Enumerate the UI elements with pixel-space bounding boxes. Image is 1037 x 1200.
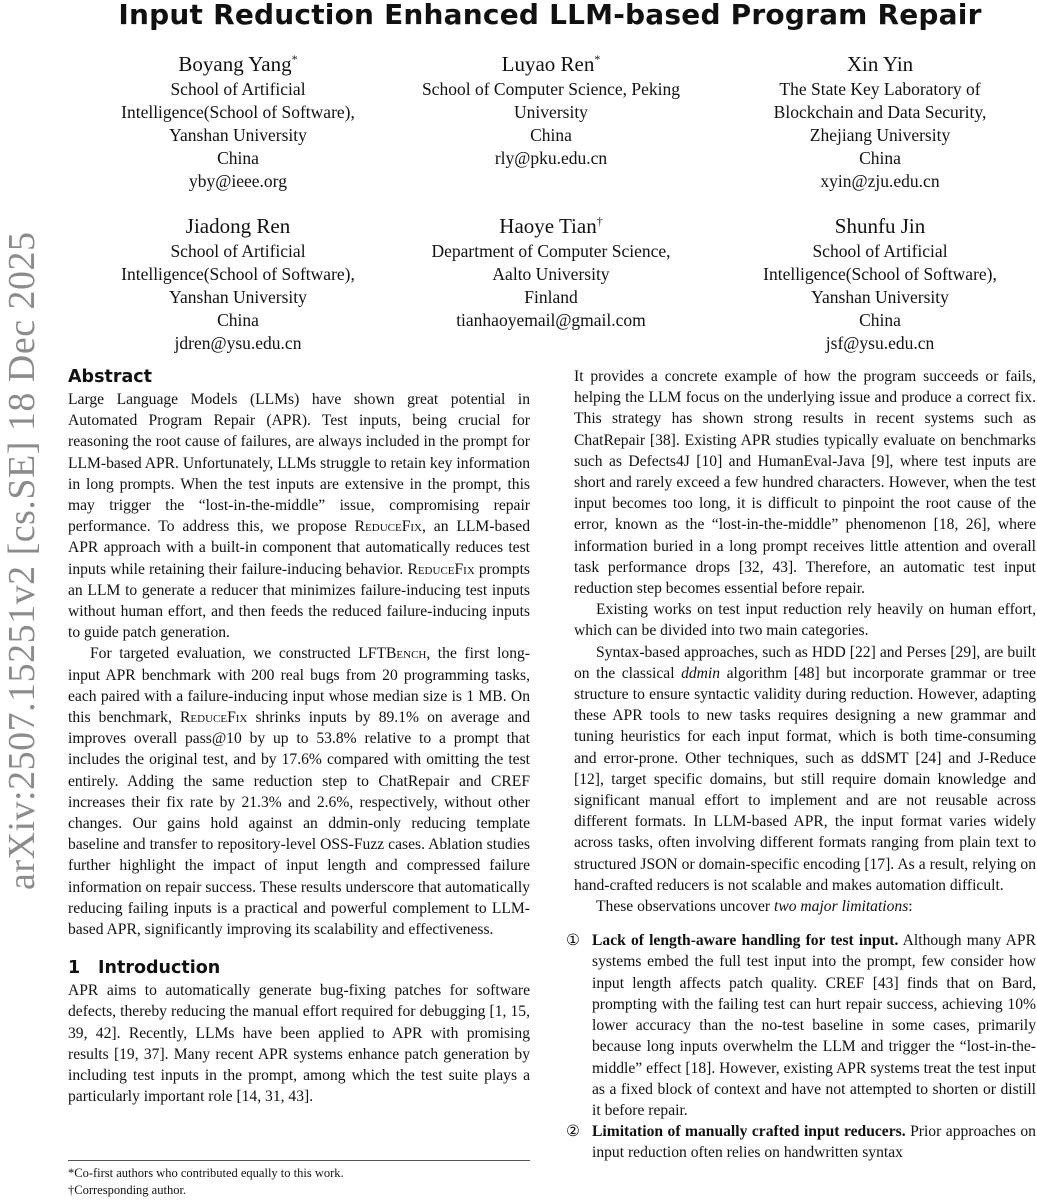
author-name: Xin Yin [846, 52, 914, 76]
right-column [566, 366, 1036, 1164]
tool-name: ReduceFix [354, 518, 422, 536]
author-4 [68, 207, 408, 355]
author-affiliation-line: jdren@ysu.edu.cn [174, 333, 302, 353]
author-affiliation-line: China [859, 310, 901, 330]
author-affiliation-line: The State Key Laboratory of [779, 79, 981, 99]
intro-heading: 1 Introduction [68, 958, 221, 979]
author-affiliation-line: School of Computer Science, Peking [421, 79, 681, 99]
author-affiliation-line: School of Artificial [812, 241, 948, 261]
arxiv-side-label: arXiv:2507.15251v2 [cs.SE] 18 Dec 2025 [1, 231, 43, 890]
author-affiliation-line: China [217, 310, 259, 330]
author-affiliation-line: School of Artificial [170, 241, 306, 261]
author-6 [710, 207, 1037, 355]
author-affiliation-line: Intelligence(School of Software), [121, 102, 355, 122]
author-affiliation-line: China [859, 148, 901, 168]
author-name: Boyang Yang* [178, 52, 298, 76]
author-affiliation-line: Zhejiang University [809, 125, 951, 145]
left-column [68, 365, 530, 1108]
limitation-item-2: ② Limitation of manually crafted input reducers. Prior approaches on input reduction often relies on handwritten syntax [566, 1123, 1036, 1162]
author-affiliation-line: China [530, 125, 572, 145]
author-affiliation-line: tianhaoyemail@gmail.com [456, 310, 646, 330]
intro-paragraph-1: APR aims to automatically generate bug-fixing patches for software defects, thereby reducing the manual effort required for debugging [1, 15, 39, 42]. Recently, LLMs have been applied to APR with promising results [19, 37]. Many recent APR systems enhance patch generation by including test inputs in the prompt, among which the test suite plays a particularly important role [14, 31, 43]. [68, 982, 530, 1106]
intro-paragraph-3: Syntax-based approaches, such as HDD [22] and Perses [29], are built on the classical ddmin algorithm [48] but incorporate grammar or tree structure to ensure syntactic validity during reduction. However, adapting these APR tools to new tasks requires designing a new grammar and tuning heuristics for each input format, which is both time-consuming and error-prone. Other techniques, such as ddSMT [24] and J-Reduce [12], target specific domains, but still require domain knowledge and significant manual effort to implement and are not reusable across different formats. In LLM-based APR, the input format varies widely across tasks, often involving different formats ranging from plain text to structured JSON or domain-specific encoding [17]. As a result, relying on hand-crafted reducers is not scalable and makes automation difficult. [574, 643, 1036, 894]
author-affiliation-line: School of Artificial [170, 79, 306, 99]
intro-paragraph-4: These observations uncover two major limitations: [596, 898, 913, 916]
author-affiliation-line: University [514, 102, 588, 122]
author-affiliation-line: China [217, 148, 259, 168]
author-1 [68, 45, 408, 193]
author-affiliation-line: Yanshan University [811, 287, 949, 307]
intro-paragraph-2: Existing works on test input reduction rely heavily on human effort, which can be divided into two main categories. [574, 601, 1036, 640]
author-affiliation-line: Finland [524, 287, 578, 307]
author-affiliation-line: Yanshan University [169, 125, 307, 145]
intro-paragraph-continued: It provides a concrete example of how the program succeeds or fails, helping the LLM focus on the underlying issue and produce a correct fix. This strategy has shown strong results in recent systems such as ChatRepair [38]. Existing APR studies typically evaluate on benchmarks such as Defects4J [10] and HumanEval-Java [9], where test inputs are short and rarely exceed a few hundred characters. However, when the test input becomes too long, it is difficult to pinpoint the root cause of the error, known as the “lost-in-the-middle” phenomenon [18, 26], where information buried in a long prompt receives little attention and overall task performance drops [32, 43]. Therefore, an automatic test input reduction step becomes essential before repair. [574, 368, 1036, 598]
author-affiliation-line: xyin@zju.edu.cn [820, 171, 940, 191]
author-name: Shunfu Jin [834, 214, 926, 238]
footnote-co-first: *Co-first authors who contributed equally to this work. [68, 1166, 344, 1180]
author-affiliation-line: Intelligence(School of Software), [121, 264, 355, 284]
paper-title: Input Reduction Enhanced LLM-based Program Repair [118, 0, 982, 31]
circled-one-marker: ① [566, 932, 580, 950]
author-name: Luyao Ren* [501, 52, 601, 76]
benchmark-name: LFTBench [358, 645, 427, 663]
author-3 [710, 45, 1037, 193]
tool-name: ReduceFix [407, 560, 475, 578]
author-affiliation-line: yby@ieee.org [189, 171, 287, 191]
author-name: Jiadong Ren [185, 214, 291, 238]
author-2 [381, 45, 721, 170]
abstract-paragraph-1: Large Language Models (LLMs) have shown great potential in Automated Program Repair (APR). Test inputs, being crucial for reasoning the root cause of failures, are always included in the prompt for LLM-based APR. Unfortunately, LLMs struggle to retain key information in long prompts. When the test inputs are extensive in the prompt, this may trigger the “lost-in-the-middle” issue, compromising repair performance. To address this, we propose ReduceFix, an LLM-based APR approach with a built-in component that automatically reduces test inputs while retaining their failure-inducing behavior. ReduceFix prompts an LLM to generate a reducer that minimizes failure-inducing test inputs without human effort, and then feeds the reduced failure-inducing inputs to guide patch generation. [68, 391, 530, 642]
author-affiliation-line: rly@pku.edu.cn [494, 148, 608, 168]
footnote-corresponding: †Corresponding author. [68, 1183, 187, 1197]
author-name: Haoye Tian† [499, 214, 603, 238]
author-affiliation-line: Aalto University [492, 264, 610, 284]
author-affiliation-line: Department of Computer Science, [431, 241, 671, 261]
abstract-paragraph-2: For targeted evaluation, we constructed LFTBench, the first long-input APR benchmark with 200 real bugs from 20 programming tasks, each paired with a failure-inducing input whose median size is 1 MB. On this benchmark, ReduceFix shrinks inputs by 89.1% on average and improves overall pass@10 by up to 53.8% relative to a prompt that includes the original test, and by 17.6% compared with omitting the test entirely. Adding the same reduction step to ChatRepair and CREF increases their fix rate by 21.3% and 2.6%, respectively, without other changes. Our gains hold against an ddmin-only reducing template baseline and transfer to repository-level OSS-Fuzz cases. Ablation studies further highlight the impact of input length and compressed failure information on repair success. These results underscore that automatically reducing failing inputs is a practical and powerful complement to LLM-based APR, significantly improving its scalability and effectiveness. [68, 645, 531, 939]
author-affiliation-line: Blockchain and Data Security, [773, 102, 987, 122]
tool-name: ReduceFix [180, 709, 248, 727]
author-affiliation-line: Intelligence(School of Software), [763, 264, 997, 284]
footnotes [68, 1160, 530, 1199]
author-affiliation-line: jsf@ysu.edu.cn [825, 333, 935, 353]
circled-two-marker: ② [566, 1123, 580, 1141]
author-5 [381, 207, 721, 332]
abstract-heading: Abstract [68, 367, 153, 387]
limitation-item-1: ① Lack of length-aware handling for test input. Although many APR systems embed the full test input into the prompt, few consider how input length affects patch quality. CREF [43] finds that on Bard, prompting with the failing test can hurt repair success, achieving 10% lower accuracy than the no-test baseline in some cases, primarily because long inputs overwhelm the LLM and trigger the “lost-in-the-middle” effect [18]. However, existing APR systems treat the test input as a fixed block of context and have not attempted to shorten or distill it before repair. [566, 932, 1036, 1119]
author-affiliation-line: Yanshan University [169, 287, 307, 307]
